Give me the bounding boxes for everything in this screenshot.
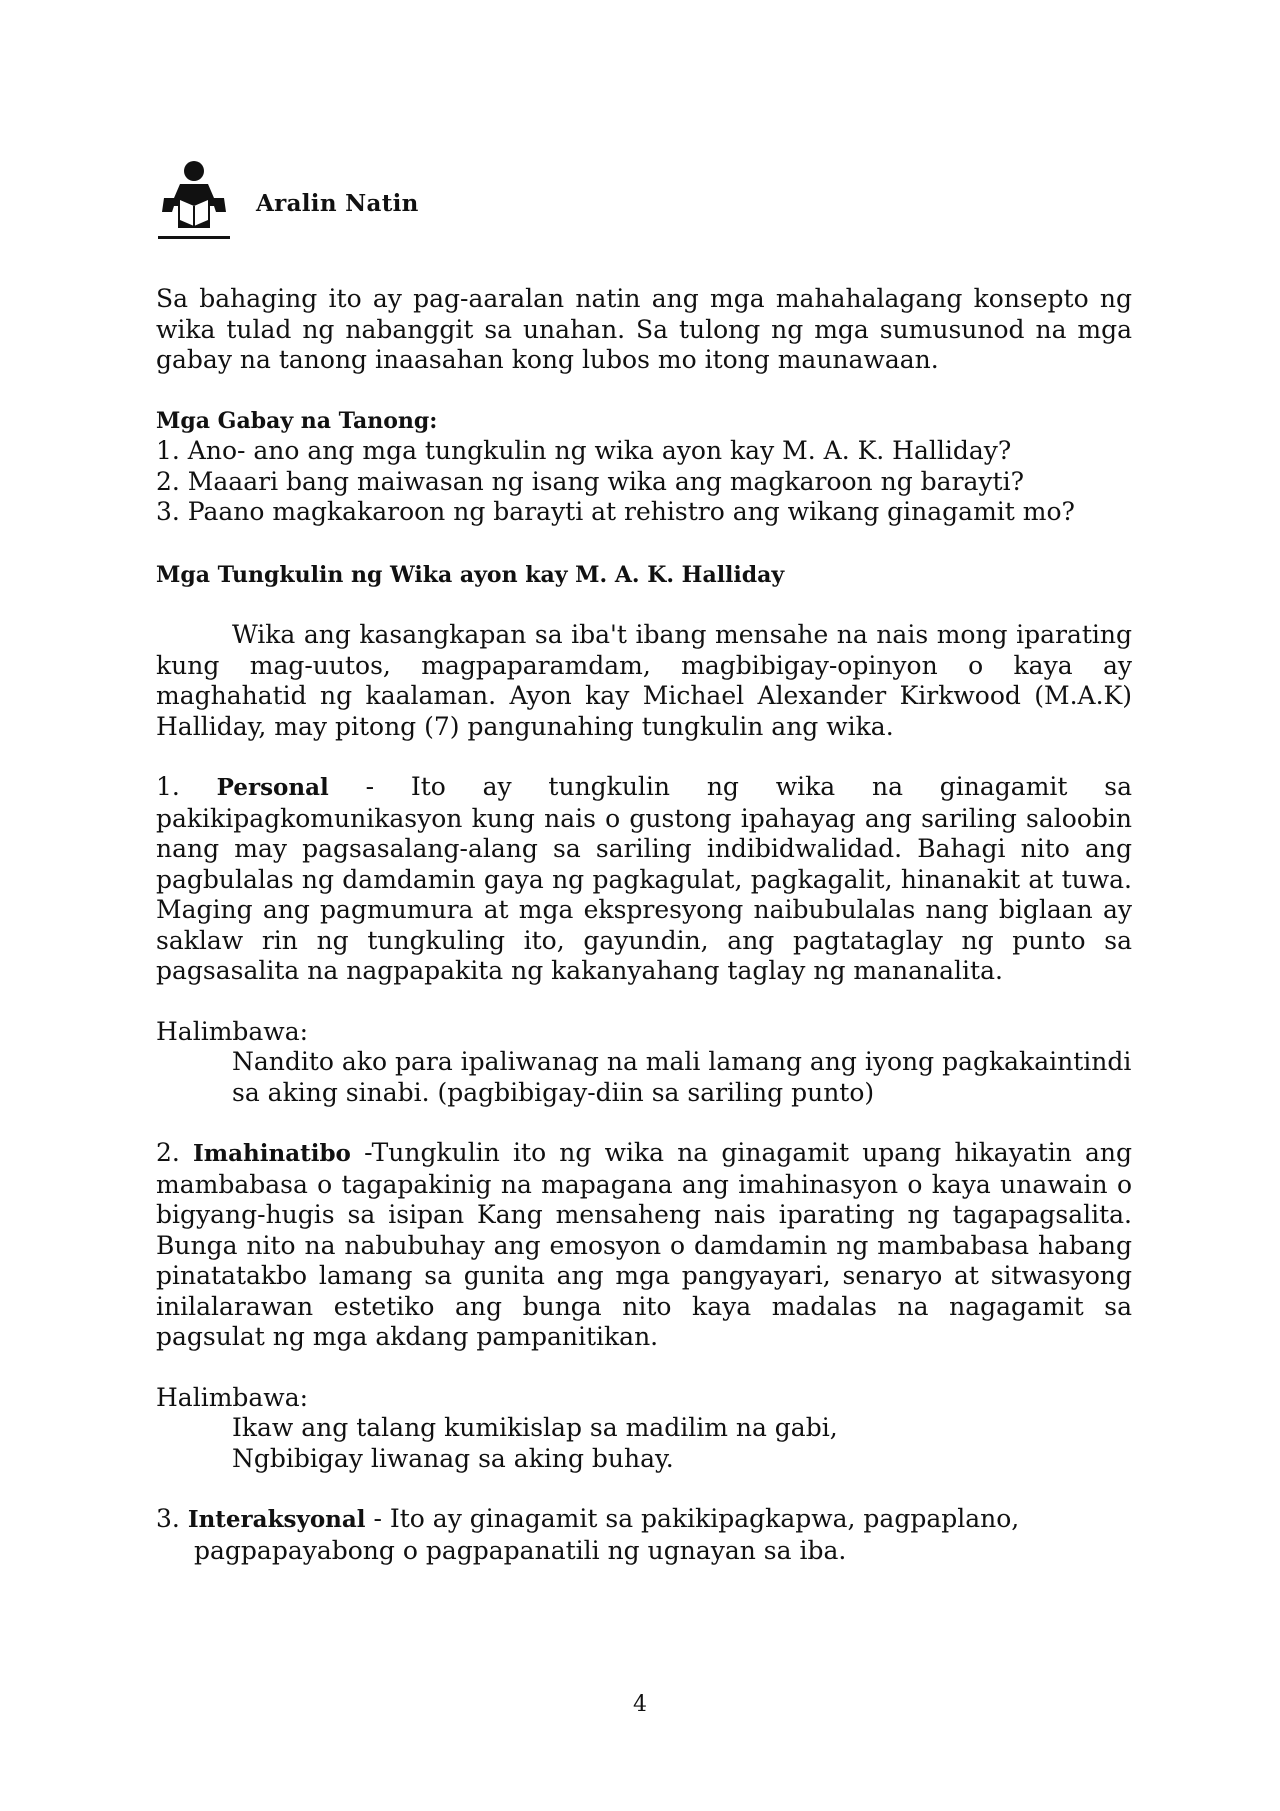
function-item-imahinatibo: [156, 1138, 1132, 1353]
section-title: Aralin Natin: [256, 190, 419, 217]
function-item-interaksyonal: [156, 1504, 1132, 1566]
item-number: 1.: [156, 772, 180, 801]
section-header: [158, 160, 558, 240]
guide-question: 1. Ano- ano ang mga tungkulin ng wika ayon kay M. A. K. Halliday?: [156, 436, 1012, 465]
item-term: Interaksyonal: [187, 1506, 366, 1533]
example-label: Halimbawa:: [156, 1382, 309, 1412]
intro-paragraph: Sa bahaging ito ay pag-aaralan natin ang mga mahahalagang konsepto ng wika tulad ng nabanggit sa unahan. Sa tulong ng mga sumusunod na mga gabay na tanong inaasahan kong lubos mo itong maunawaan.: [156, 284, 1132, 374]
guide-heading: Mga Gabay na Tanong:: [156, 407, 438, 434]
functions-heading: Mga Tungkulin ng Wika ayon kay M. A. K. Halliday: [156, 561, 785, 588]
item-term: Imahinatibo: [193, 1140, 351, 1167]
example-text: Ikaw ang talang kumikislap sa madilim na gabi,: [232, 1413, 838, 1442]
example-label: Halimbawa:: [156, 1016, 309, 1046]
item-text: - Ito ay ginagamit sa pakikipagkapwa, pagpaplano, pagpapayabong o pagpapanatili ng ugnayan sa iba.: [194, 1504, 1020, 1565]
item-text: - Ito ay tungkulin ng wika na ginagamit sa pakikipagkomunikasyon kung nais o gustong ipahayag ang sariling saloobin nang may pagsasalang-alang sa sariling indibidwalidad. Bahagi nito ang pagbulalas ng damdamin gaya ng pagkagulat, pagkagalit, hinanakit at tuwa. Maging ang pagmumura at mga ekspresyong naibubulalas nang biglaan ay saklaw rin ng tungkuling ito, gayundin, ang pagtataglay ng punto sa pagsasalita na nagpapakita ng kakanyahang taglay ng mananalita.: [156, 772, 1132, 985]
item-text: -Tungkulin ito ng wika na ginagamit upang hikayatin ang mambabasa o tagapakinig na mapagana ang imahinasyon o kaya unawain o bigyang-hugis sa isipan Kang mensaheng nais iparating ng tagapagsalita. Bunga nito na nabubuhay ang emosyon o damdamin ng mambabasa habang pinatatakbo lamang sa gunita ang mga pangyayari, senaryo at sitwasyong inilalarawan estetiko ang bunga nito kaya madalas na nagagamit sa pagsulat ng mga akdang pampanitikan.: [156, 1138, 1132, 1351]
page-number: 4: [633, 1692, 647, 1717]
function-item-personal: [156, 772, 1132, 987]
item-term: Personal: [216, 774, 329, 801]
guide-question: 2. Maaari bang maiwasan ng isang wika ang magkaroon ng barayti?: [156, 466, 1024, 496]
item-number: 3.: [156, 1504, 180, 1533]
example-text: Ngbibigay liwanag sa aking buhay.: [232, 1443, 674, 1473]
item-number: 2.: [156, 1138, 180, 1167]
guide-question: 3. Paano magkakaroon ng barayti at rehistro ang wikang ginagamit mo?: [156, 497, 1075, 526]
document-body: [156, 284, 1132, 1566]
functions-intro: Wika ang kasangkapan sa iba't ibang mensahe na nais mong iparating kung mag-uutos, magpaparamdam, magbibigay-opinyon o kaya ay maghahatid ng kaalaman. Ayon kay Michael Alexander Kirkwood (M.A.K) Halliday, may pitong (7) pangunahing tungkulin ang wika.: [156, 620, 1132, 741]
reader-icon: [158, 160, 230, 240]
example-text: Nandito ako para ipaliwanag na mali lamang ang iyong pagkakaintindi sa aking sinabi. (pagbibigay-diin sa sariling punto): [232, 1047, 1132, 1107]
